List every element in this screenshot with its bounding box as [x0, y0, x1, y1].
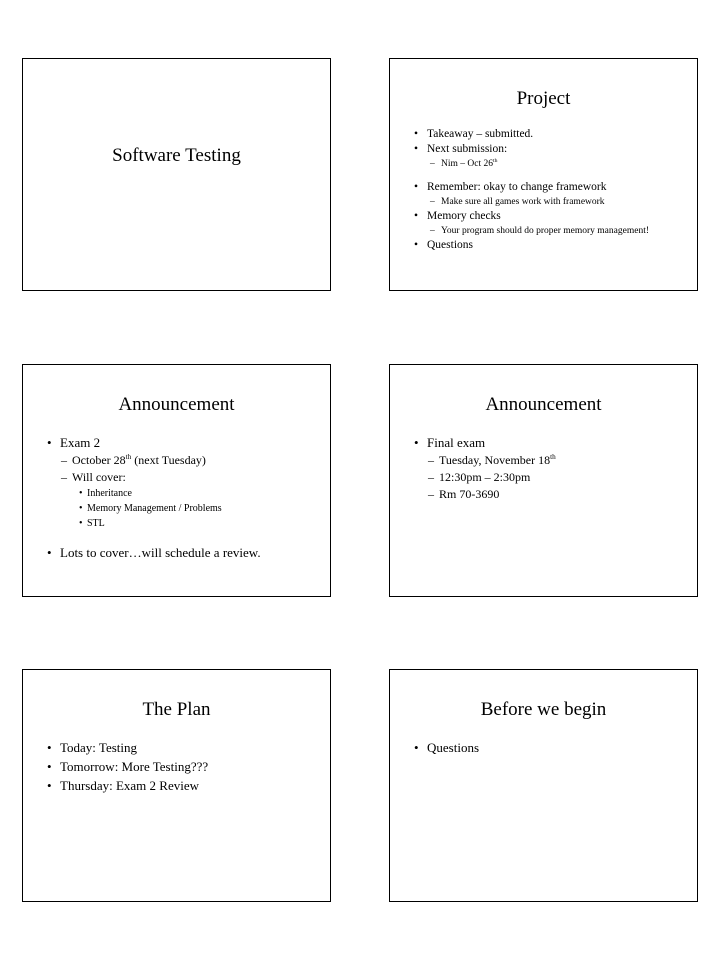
sub-sub-bullet: • Memory Management / Problems [45, 501, 320, 516]
slide-1 [22, 58, 331, 291]
bullet: • Final exam [412, 433, 687, 452]
slide-body [412, 127, 687, 253]
sub-bullet: – Will cover: [45, 469, 320, 486]
superscript: th [125, 453, 132, 461]
sub-bullet: – 12:30pm – 2:30pm [412, 469, 687, 486]
bullet: • Today: Testing [45, 738, 320, 757]
sub-bullet [412, 452, 687, 469]
superscript: th [492, 157, 498, 164]
slide-title: Before we begin [480, 699, 607, 720]
slide-body [412, 738, 687, 757]
sub-bullet-text: Nim – Oct 26 [441, 159, 493, 169]
sub-bullet [45, 452, 320, 469]
bullet: • Next submission: [412, 142, 687, 157]
sub-bullet-text: Tuesday, November 18 [439, 453, 551, 467]
sub-bullet: – Your program should do proper memory management! [412, 224, 687, 238]
slide-title: Announcement [485, 394, 602, 415]
sub-bullet-text: October 28 [72, 453, 126, 467]
superscript: th [550, 453, 556, 461]
sub-bullet-text: (next Tuesday) [131, 453, 206, 467]
slide-title: The Plan [142, 699, 211, 720]
bullet: • Thursday: Exam 2 Review [45, 776, 320, 795]
bullet: • Lots to cover…will schedule a review. [45, 543, 320, 562]
sub-sub-bullet: • Inheritance [45, 486, 320, 501]
slide-3 [22, 364, 331, 597]
bullet: • Takeaway – submitted. [412, 127, 687, 142]
bullet: • Questions [412, 238, 687, 253]
slide-5 [22, 669, 331, 902]
slide-4 [389, 364, 698, 597]
sub-bullet: – Make sure all games work with framework [412, 195, 687, 209]
sub-bullet: – Rm 70-3690 [412, 486, 687, 503]
slide-2 [389, 58, 698, 291]
slide-body [45, 738, 320, 795]
bullet: • Memory checks [412, 209, 687, 224]
sub-sub-bullet: • STL [45, 516, 320, 531]
slide-title: Announcement [118, 394, 235, 415]
bullet: • Questions [412, 738, 687, 757]
bullet: • Exam 2 [45, 433, 320, 452]
bullet: • Remember: okay to change framework [412, 180, 687, 195]
slide-title: Software Testing [112, 145, 241, 166]
slide-6 [389, 669, 698, 902]
sub-bullet [412, 157, 687, 171]
slide-title: Project [516, 88, 571, 109]
slide-body [45, 433, 320, 562]
slide-body [412, 433, 687, 503]
bullet: • Tomorrow: More Testing??? [45, 757, 320, 776]
